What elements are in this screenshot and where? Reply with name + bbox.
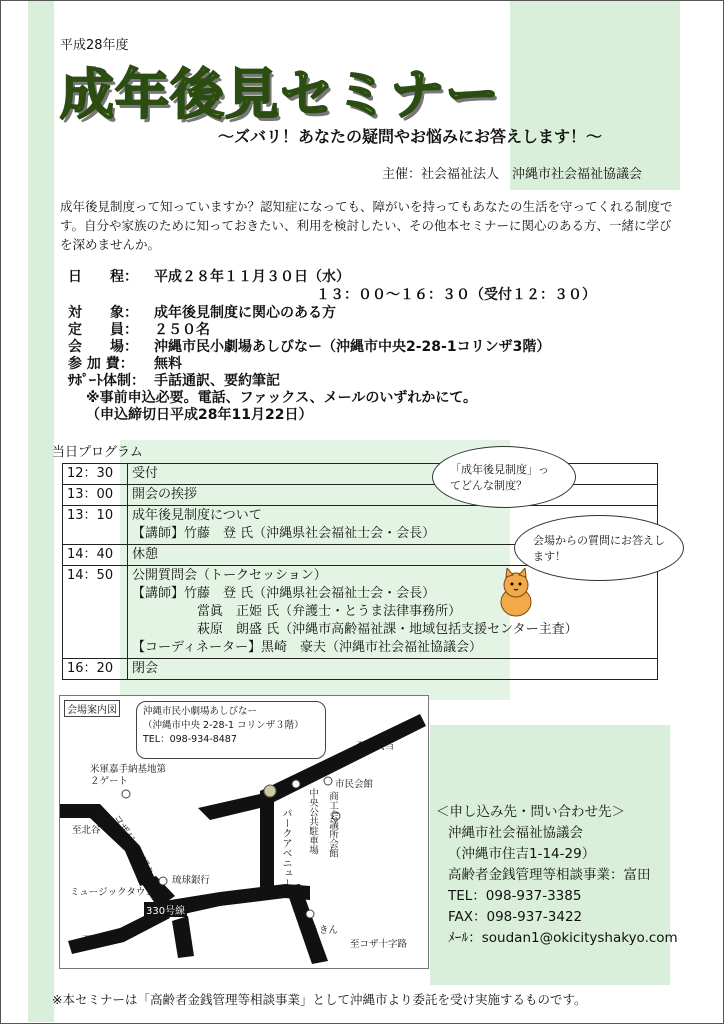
row-line: 閉会: [132, 661, 159, 676]
row-line: 【講師】竹藤 登 氏（沖縄県社会福祉士会・会長）: [132, 586, 436, 601]
callout-venue-address: （沖縄市中央 2-28-1 コリンザ３階）: [143, 720, 304, 731]
bubble-text: 会場からの質問にお答えします！: [533, 534, 665, 563]
map-label-ryukyu-bank: 琉球銀行: [172, 875, 211, 886]
contact-fax: FAX：098-937-3422: [448, 909, 583, 925]
map-label-rokin: ろうきん: [300, 925, 339, 936]
contact-address: （沖縄市住吉1-14-29）: [448, 846, 596, 862]
map-venue-callout: [136, 701, 326, 759]
row-time: 14：50: [63, 566, 128, 659]
table-row: [63, 659, 658, 680]
info-target: 対 象： 成年後見制度に関心のある方: [68, 305, 336, 321]
contact-department: 高齢者金銭管理等相談事業：富田: [448, 867, 651, 883]
info-date: 日 程： 平成２８年１１月３０日（水）: [68, 269, 350, 285]
fiscal-year: 平成28年度: [60, 38, 129, 53]
map-label-juji: 至コザ十字路: [350, 939, 408, 950]
map-label-yamazato: 至山里: [82, 935, 111, 946]
row-line: 當眞 正姫 氏（弁護士・とうま法律事務所）: [132, 604, 462, 619]
row-line: 【講師】竹藤 登 氏（沖縄県社会福祉士会・会長）: [132, 526, 436, 541]
map-caption: 会場案内図: [64, 700, 120, 717]
page-title: 成年後見セミナー: [60, 63, 500, 126]
contact-heading: ＜申し込み先・問い合わせ先＞: [436, 804, 625, 820]
map-label-route330: 330号線: [144, 902, 187, 917]
row-time: 13：00: [63, 485, 128, 506]
info-note-registration: ※事前申込必要。電話、ファックス、メールのいずれかにて。: [86, 390, 478, 406]
row-content: [128, 659, 658, 680]
speech-bubble-what-is: [432, 446, 576, 508]
contact-email[interactable]: ﾒｰﾙ：soudan1@okicityshakyo.com: [448, 930, 678, 946]
map-label-kita: 至北谷: [72, 825, 101, 836]
info-venue: 会 場： 沖縄市民小劇場あしびなー（沖縄市中央2-28-1コリンザ3階）: [68, 339, 551, 355]
row-content: [128, 464, 658, 485]
map-label-parking: 中央公共駐車場: [307, 788, 318, 855]
intro-paragraph: 成年後見制度って知っていますか？認知症になっても、障がいを持ってもあなたの生活を守ってくれる制度です。自分や家族のために知っておきたい、利用を検討したい、その他本セミナーに関心のある方、一緒に学びを深めませんか。: [60, 199, 673, 252]
map-label-park-avenue: パークアベニュー: [280, 808, 291, 888]
bubble-text: 「成年後見制度」ってどんな制度？: [450, 463, 549, 492]
map-label-koza-dori: コザゲート通り: [111, 813, 156, 879]
callout-venue-name: 沖縄市民小劇場あしびなー: [143, 706, 258, 717]
map-label-shokokai: 商工会議所会館: [327, 791, 338, 858]
row-line: 萩原 朗盛 氏（沖縄市高齢福祉課・地域包括支援センター主査）: [132, 622, 578, 637]
row-line: 【コーディネーター】黒崎 豪夫（沖縄市社会福祉協議会）: [132, 640, 482, 655]
row-line: 成年後見制度について: [132, 508, 262, 523]
row-line: 公開質問会（トークセッション）: [132, 568, 327, 583]
cat-illustration: [494, 568, 538, 618]
page-subtitle: ～ズバリ！あなたの疑問やお悩みにお答えします！～: [218, 127, 603, 146]
venue-map: [59, 695, 429, 969]
row-time: 16：20: [63, 659, 128, 680]
map-label-music-town: ミュージックタウン: [70, 887, 155, 898]
row-time: 14：40: [63, 545, 128, 566]
contact-organization: 沖縄市社会福祉協議会: [448, 825, 583, 841]
footnote: ※本セミナーは「高齢者金銭管理等相談事業」として沖縄市より委託を受け実施するものです。: [52, 992, 587, 1007]
info-capacity: 定 員： ２５０名: [68, 322, 210, 338]
callout-venue-tel: TEL：098-934-8487: [143, 734, 237, 745]
map-label-base: 米軍嘉手納基地第２ゲート: [90, 764, 167, 787]
row-time: 13：10: [63, 506, 128, 545]
host-organization: 主催：社会福祉法人 沖縄市社会福祉協議会: [382, 167, 643, 182]
map-label-shimin: 市民会館: [335, 779, 374, 790]
program-heading: 当日プログラム: [52, 445, 143, 460]
table-row: [63, 566, 658, 659]
row-content: [128, 485, 658, 506]
info-support: ｻﾎﾟｰﾄ体制： 手話通訳、要約筆記: [68, 373, 280, 389]
row-time: 12：30: [63, 464, 128, 485]
row-line: 休憩: [132, 547, 159, 562]
row-line: 開会の挨拶: [132, 487, 198, 502]
info-note-deadline: （申込締切日平成28年11月22日）: [86, 407, 313, 423]
map-label-ikeburi: 至池武当: [356, 741, 395, 752]
contact-block: [436, 802, 678, 949]
speech-bubble-qa: [514, 515, 684, 581]
info-fee: 参 加 費： 無料: [68, 356, 182, 372]
contact-phone: TEL：098-937-3385: [448, 888, 582, 904]
row-line: 受付: [132, 466, 159, 481]
info-time: １３：００～１６：３０（受付１２：３０）: [316, 287, 596, 303]
